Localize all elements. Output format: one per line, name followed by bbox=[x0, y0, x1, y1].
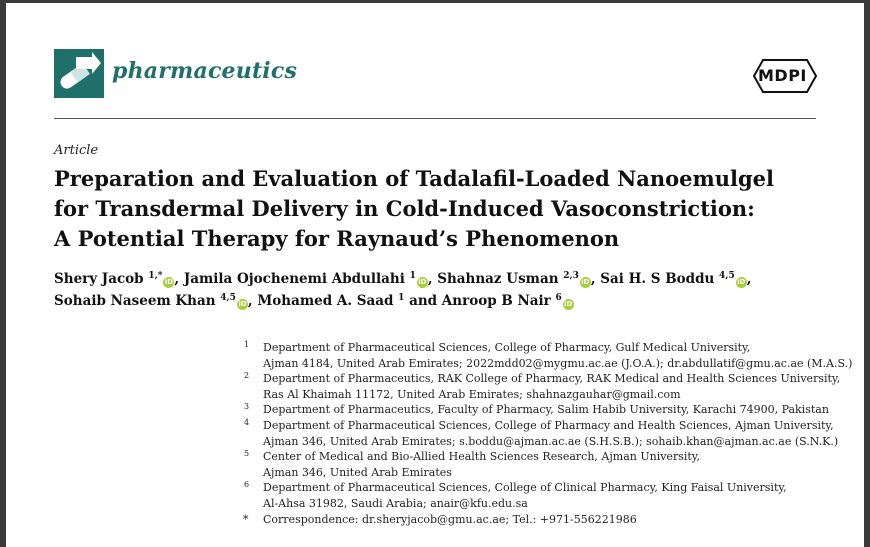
affiliation-line: Department of Pharmaceutics, Faculty of Pharmacy, Salim Habib University, Karachi 74900, Pakistan bbox=[263, 403, 829, 417]
pharmaceutics-pill-arrow-icon bbox=[54, 49, 104, 98]
title-line: Preparation and Evaluation of Tadalafil-Loaded Nanoemulgel bbox=[54, 166, 774, 191]
author-affiliation-sup: 6 bbox=[555, 293, 562, 303]
title-line: for Transdermal Delivery in Cold-Induced Vasoconstriction: bbox=[54, 196, 755, 221]
correspondence-item bbox=[240, 512, 840, 528]
orcid-icon[interactable]: iD bbox=[737, 278, 746, 286]
author-name: Sai H. S Boddu bbox=[600, 271, 715, 287]
author-name: Anroop B Nair bbox=[441, 293, 551, 309]
affiliation-item bbox=[240, 449, 840, 480]
author-line bbox=[54, 268, 814, 290]
affiliation-line: Department of Pharmaceutical Sciences, College of Clinical Pharmacy, King Faisal University, bbox=[263, 481, 787, 495]
correspondence-text: Correspondence: dr.sheryjacob@gmu.ac.ae; Tel.: +971-556221986 bbox=[263, 512, 637, 526]
author-separator: , bbox=[174, 271, 184, 287]
affiliation-line: Ajman 346, United Arab Emirates bbox=[263, 465, 452, 479]
title-line: A Potential Therapy for Raynaud’s Phenomenon bbox=[54, 226, 620, 251]
affiliation-line: Ras Al Khaimah 11172, United Arab Emirates; shahnazgauhar@gmail.com bbox=[263, 387, 681, 401]
author-separator: , bbox=[247, 293, 258, 309]
author-affiliation-sup: 4,5 bbox=[719, 271, 735, 281]
affiliation-line: Ajman 346, United Arab Emirates; s.boddu@ajman.ac.ae (S.H.S.B.); sohaib.khan@ajman.ac.ae (S.N.K.) bbox=[263, 434, 839, 448]
publisher-logo-text: MDPI bbox=[758, 66, 807, 85]
affiliation-line: Department of Pharmaceutical Sciences, College of Pharmacy and Health Sciences, Ajman University, bbox=[263, 418, 834, 432]
affiliation-line: Department of Pharmaceutics, RAK College of Pharmacy, RAK Medical and Health Sciences University, bbox=[263, 372, 841, 386]
affiliation-number: 4 bbox=[244, 417, 250, 427]
orcid-icon[interactable]: iD bbox=[564, 300, 573, 308]
author-affiliation-sup: 1 bbox=[409, 271, 416, 281]
window-frame-right bbox=[864, 0, 870, 547]
orcid-icon[interactable]: iD bbox=[581, 278, 590, 286]
author-name: Jamila Ojochenemi Abdullahi bbox=[183, 271, 405, 287]
author-affiliation-sup: 1 bbox=[398, 293, 405, 303]
affiliation-list bbox=[240, 340, 853, 527]
affiliation-number: 2 bbox=[244, 371, 250, 381]
affiliation-number: 1 bbox=[244, 340, 250, 349]
author-separator: , bbox=[590, 271, 601, 287]
author-list bbox=[54, 268, 814, 312]
author-separator: and bbox=[404, 293, 442, 309]
affiliation-line: Center of Medical and Bio-Allied Health Sciences Research, Ajman University, bbox=[263, 450, 701, 464]
author-line bbox=[54, 290, 814, 312]
author-affiliation-sup: 2,3 bbox=[563, 271, 579, 281]
author-name: Shery Jacob bbox=[54, 271, 144, 287]
affiliation-number: 3 bbox=[244, 402, 250, 412]
article-type-label: Article bbox=[54, 143, 99, 158]
affiliation-number: 6 bbox=[244, 480, 250, 490]
affiliation-line: Ajman 4184, United Arab Emirates; 2022mdd02@mygmu.ac.ae (J.O.A.); dr.abdullatif@gmu.ac.ae (M.A.S.) bbox=[263, 356, 853, 370]
author-name: Shahnaz Usman bbox=[437, 271, 559, 287]
correspondence-marker: * bbox=[243, 512, 249, 526]
window-frame-top bbox=[0, 0, 870, 3]
affiliation-line: Department of Pharmaceutical Sciences, College of Pharmacy, Gulf Medical University, bbox=[263, 341, 751, 354]
orcid-icon[interactable]: iD bbox=[418, 278, 427, 286]
affiliation-item bbox=[240, 402, 840, 418]
journal-name: pharmaceutics bbox=[112, 58, 298, 84]
window-frame-left bbox=[0, 0, 6, 547]
author-separator: , bbox=[746, 271, 752, 287]
article-title bbox=[54, 164, 834, 254]
affiliation-item bbox=[240, 340, 853, 371]
author-affiliation-sup: 4,5 bbox=[220, 293, 236, 303]
orcid-icon[interactable]: iD bbox=[164, 278, 174, 286]
affiliation-item bbox=[240, 418, 840, 449]
header-divider bbox=[54, 118, 816, 119]
author-name: Mohamed A. Saad bbox=[257, 293, 394, 309]
author-separator: , bbox=[427, 271, 438, 287]
affiliation-item bbox=[240, 371, 840, 402]
author-affiliation-sup: 1,* bbox=[148, 271, 163, 281]
author-name: Sohaib Naseem Khan bbox=[54, 293, 216, 309]
affiliation-number: 5 bbox=[244, 449, 250, 459]
orcid-icon[interactable]: iD bbox=[238, 300, 247, 308]
affiliation-item bbox=[240, 480, 840, 511]
affiliation-line: Al-Ahsa 31982, Saudi Arabia; anair@kfu.edu.sa bbox=[263, 496, 528, 510]
